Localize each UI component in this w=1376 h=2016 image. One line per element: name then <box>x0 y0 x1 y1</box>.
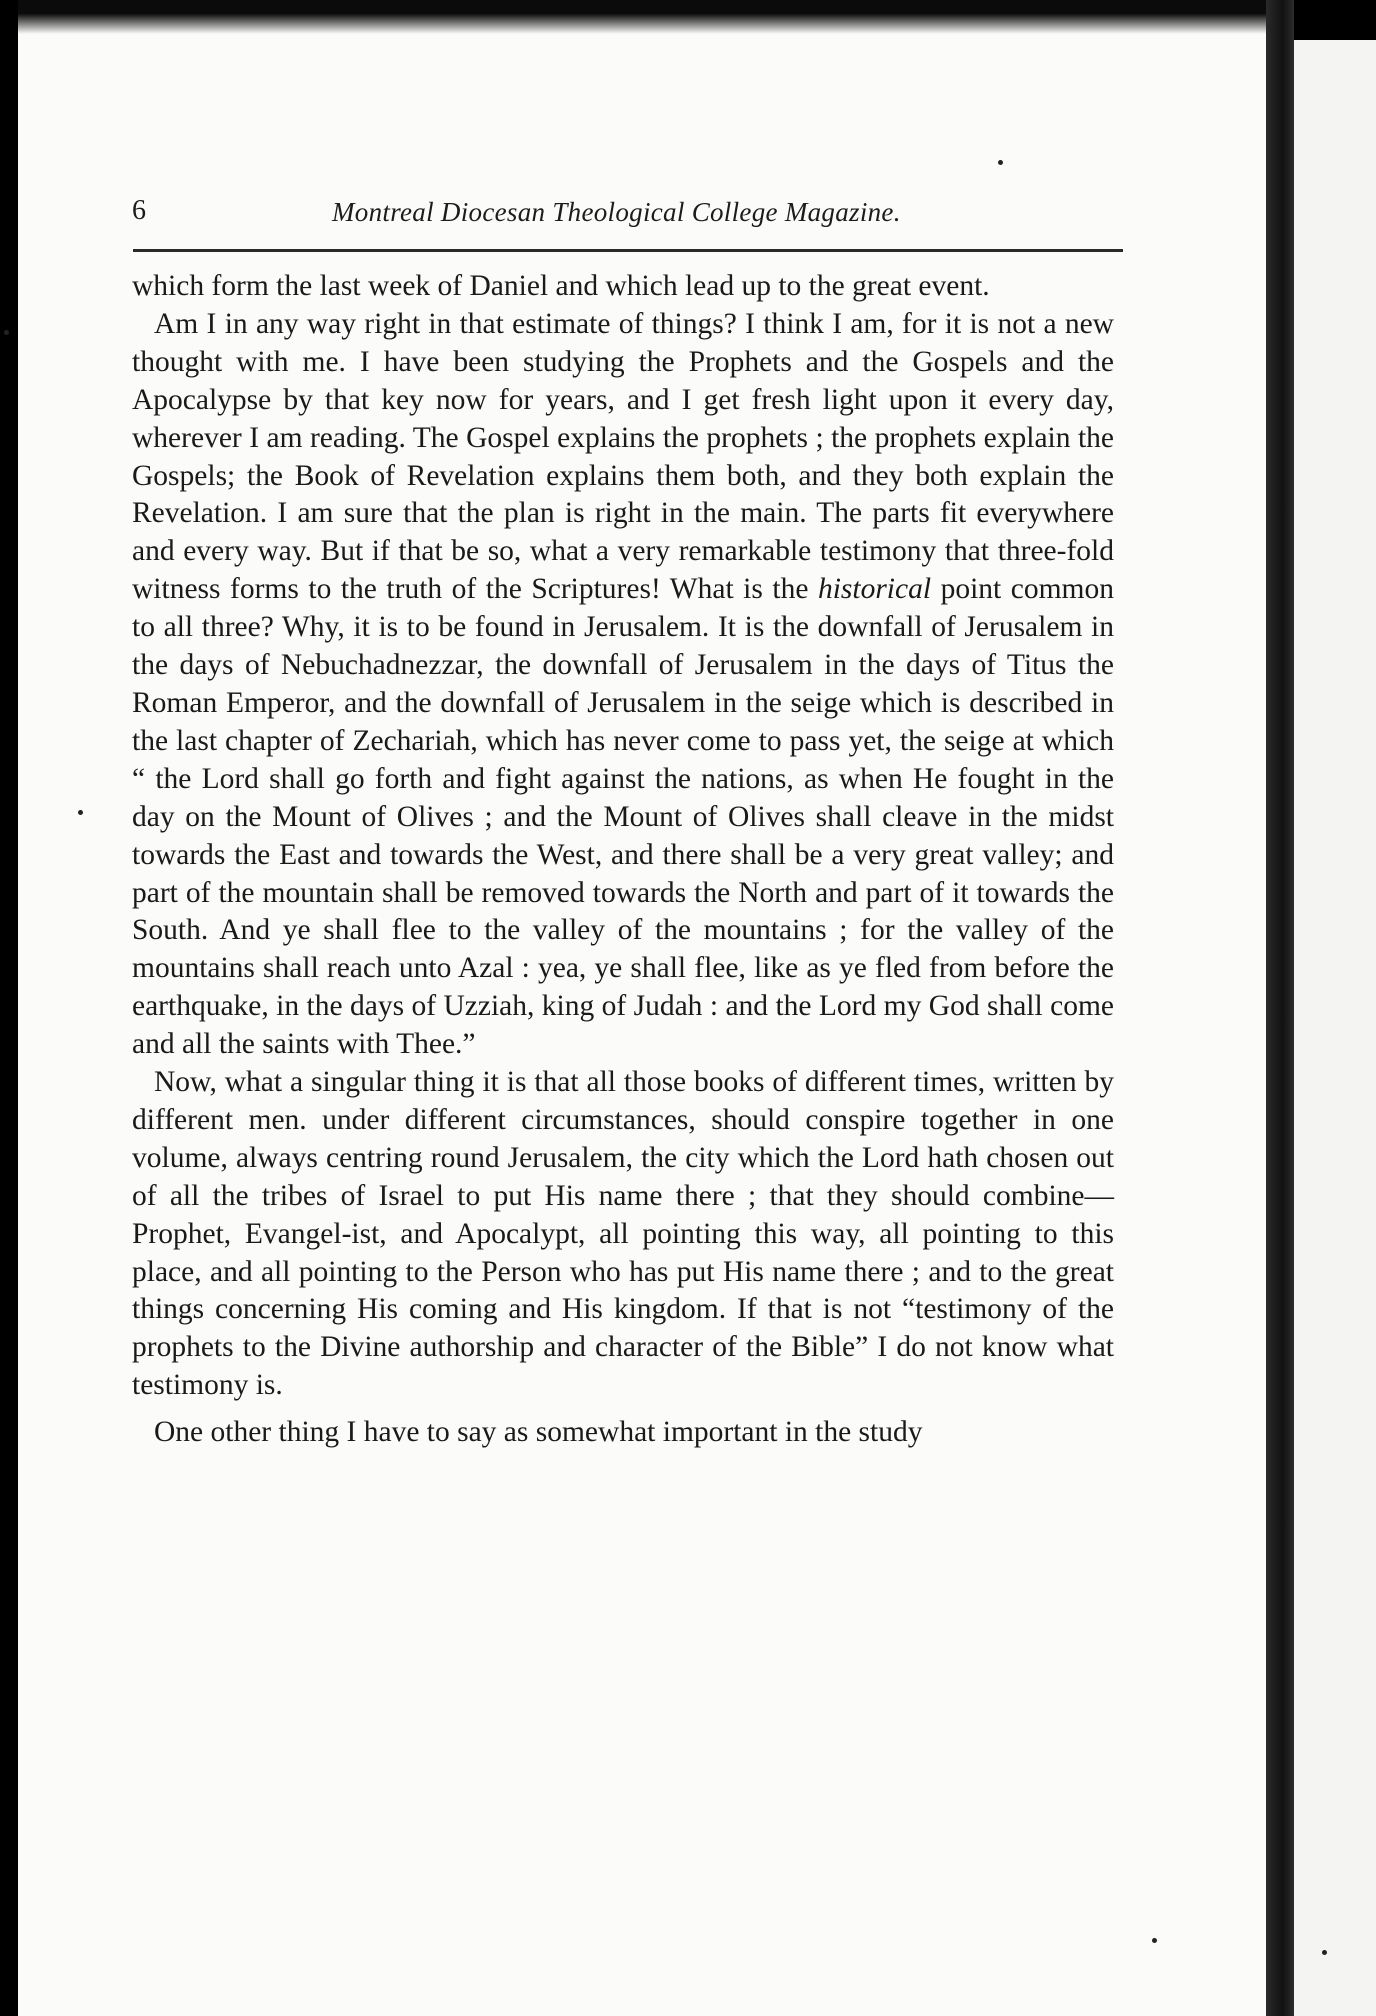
scan-speck <box>998 160 1003 165</box>
emphasis-historical: historical <box>817 573 932 606</box>
journal-title: Montreal Diocesan Theological College Magazine. <box>332 197 901 227</box>
scan-speck <box>1322 1950 1327 1955</box>
article-body <box>132 268 1114 1452</box>
paragraph-estimate-text-2: point common to all three? Why, it is to be found in Jerusalem. It is the downfall of Jerusalem in the days of Nebuchadnezzar, the downfall of Jerusalem in the days of Titus the Roman Emperor, and the downfall of Jerusalem in the seige which is described in the last chapter of Zechariah, which has never come to pass yet, the seige at which “ the Lord shall go forth and fight against the nations, as when He fought in the day on the Mount of Olives ; and the Mount of Olives shall cleave in the midst towards the East and towards the West, and there shall be a very great valley; and part of the mountain shall be removed towards the North and part of it towards the South. And ye shall flee to the valley of the mountains ; for the valley of the mountains shall reach unto Azal : yea, ye shall flee, like as ye fled from before the earthquake, in the days of Uzziah, king of Judah : and the Lord my God shall come and all the saints with Thee.” <box>132 573 1114 1061</box>
paragraph-continuation: which form the last week of Daniel and which lead up to the great event. <box>132 270 990 302</box>
scan-shadow-top <box>18 0 1266 34</box>
scan-speck <box>78 810 83 815</box>
page-number: 6 <box>132 195 146 226</box>
scan-speck <box>4 330 9 335</box>
paragraph-other-thing: One other thing I have to say as somewhat important in the study <box>154 1416 923 1449</box>
scan-speck <box>1152 1938 1157 1943</box>
paragraph-estimate-text-1: Am I in any way right in that estimate of things? I think I am, for it is not a new thought with me. I have been studying the Prophets and the Gospels and the Apocalypse by that key now for years, and I get fresh light upon it every day, wherever I am reading. The Gospel explains the prophets ; the prophets explain the Gospels; the Book of Revelation explains them both, and they both explain the Revelation. I am sure that the plan is right in the main. The parts fit everywhere and every way. But if that be so, what a very remarkable testimony that three-fold witness forms to the truth of the Scriptures! What is the <box>132 307 1114 606</box>
book-gutter-shadow <box>1266 0 1294 2016</box>
running-header <box>132 195 1132 235</box>
paragraph-estimate <box>132 306 1114 1064</box>
adjacent-page-edge <box>1294 40 1376 2016</box>
header-rule <box>133 249 1123 252</box>
paragraph-testimony: Now, what a singular thing it is that all those books of different times, written by different men. under different circumstances, should conspire together in one volume, always centring round Jerusalem, the city which the Lord hath chosen out of all the tribes of Israel to put His name there ; that they should combine—Prophet, Evangel-ist, and Apocalypt, all pointing this way, all pointing to this place, and all pointing to the Person who has put His name there ; and to the great things concerning His coming and His kingdom. If that is not “testimony of the prophets to the Divine authorship and character of the Bible” I do not know what testimony is. <box>132 1066 1114 1402</box>
